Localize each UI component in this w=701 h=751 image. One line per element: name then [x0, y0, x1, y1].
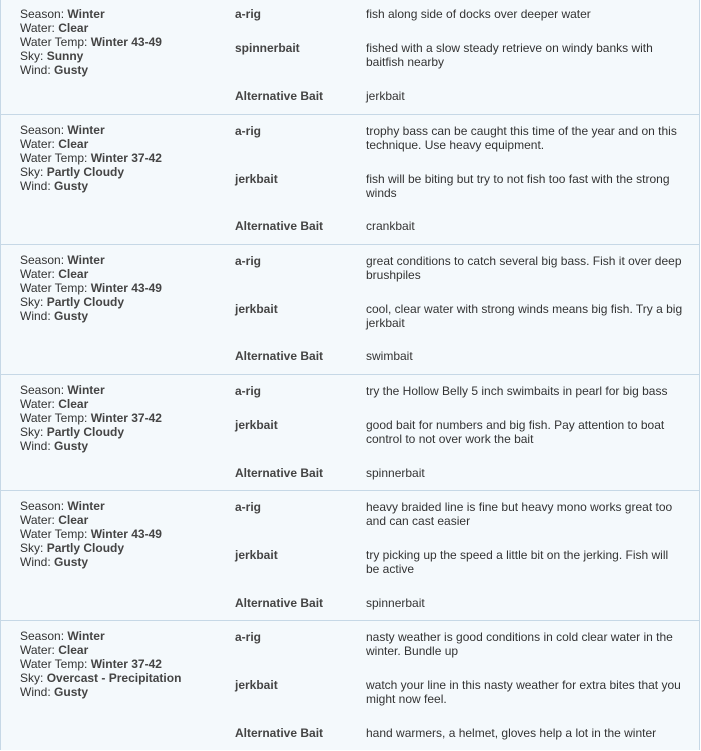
- water-line: Water: Clear: [20, 397, 89, 411]
- water-value: Clear: [58, 21, 89, 35]
- sky-line: Sky: Partly Cloudy: [20, 541, 125, 555]
- water-line: Water: Clear: [20, 267, 89, 281]
- alternative-bait-value: jerkbait: [366, 89, 405, 103]
- wind-line: Wind: Gusty: [20, 309, 89, 323]
- sky-value: Sunny: [46, 49, 84, 63]
- season-value: Winter: [67, 7, 105, 21]
- condition-block: [1, 491, 699, 621]
- water-temp-line: Water Temp: Winter 43-49: [20, 35, 162, 49]
- conditions: [20, 253, 220, 323]
- sky-value: Partly Cloudy: [46, 425, 125, 439]
- primary-bait: a-rig: [235, 254, 262, 268]
- primary-bait: a-rig: [235, 630, 262, 644]
- water-value: Clear: [58, 513, 89, 527]
- conditions: [20, 123, 220, 193]
- condition-block: [1, 245, 699, 375]
- alternative-bait-value: crankbait: [366, 219, 415, 233]
- secondary-bait: jerkbait: [235, 678, 278, 692]
- primary-note: heavy braided line is fine but heavy mono works great too and can cast easier: [366, 500, 673, 528]
- water-value: Clear: [58, 267, 89, 281]
- season-line: Season: Winter: [20, 499, 105, 513]
- water-value: Clear: [58, 137, 89, 151]
- sky-line: Sky: Partly Cloudy: [20, 165, 125, 179]
- water-temp-line: Water Temp: Winter 43-49: [20, 527, 162, 541]
- conditions: [20, 383, 220, 453]
- season-value: Winter: [67, 499, 105, 513]
- water-temp-line: Water Temp: Winter 43-49: [20, 281, 162, 295]
- sky-value: Overcast - Precipitation: [46, 671, 182, 685]
- wind-line: Wind: Gusty: [20, 685, 89, 699]
- secondary-note: fished with a slow steady retrieve on windy banks with baitfish nearby: [366, 41, 653, 69]
- wind-value: Gusty: [54, 685, 89, 699]
- primary-bait: a-rig: [235, 124, 262, 138]
- wind-line: Wind: Gusty: [20, 439, 89, 453]
- alternative-bait-label: Alternative Bait: [235, 219, 324, 233]
- water-line: Water: Clear: [20, 643, 89, 657]
- sky-line: Sky: Overcast - Precipitation: [20, 671, 182, 685]
- secondary-bait: jerkbait: [235, 302, 278, 316]
- season-value: Winter: [67, 629, 105, 643]
- wind-line: Wind: Gusty: [20, 63, 89, 77]
- season-line: Season: Winter: [20, 253, 105, 267]
- secondary-note: try picking up the speed a little bit on the jerking. Fish will be active: [366, 548, 669, 576]
- sky-line: Sky: Partly Cloudy: [20, 425, 125, 439]
- secondary-note: cool, clear water with strong winds means big fish. Try a big jerkbait: [366, 302, 683, 330]
- condition-block: [1, 375, 699, 491]
- secondary-bait: jerkbait: [235, 548, 278, 562]
- water-temp-value: Winter 43-49: [90, 35, 162, 49]
- water-temp-line: Water Temp: Winter 37-42: [20, 151, 162, 165]
- wind-value: Gusty: [54, 555, 89, 569]
- primary-bait: a-rig: [235, 500, 262, 514]
- alternative-bait-value: hand warmers, a helmet, gloves help a lot in the winter: [366, 726, 657, 740]
- water-temp-value: Winter 37-42: [90, 151, 162, 165]
- primary-note: fish along side of docks over deeper water: [366, 7, 591, 21]
- secondary-bait: jerkbait: [235, 418, 278, 432]
- season-line: Season: Winter: [20, 7, 105, 21]
- primary-note: great conditions to catch several big bass. Fish it over deep brushpiles: [366, 254, 682, 282]
- season-line: Season: Winter: [20, 383, 105, 397]
- sky-value: Partly Cloudy: [46, 165, 125, 179]
- primary-note: try the Hollow Belly 5 inch swimbaits in pearl for big bass: [366, 384, 668, 398]
- secondary-note: watch your line in this nasty weather for extra bites that you might now feel.: [366, 678, 681, 706]
- sky-line: Sky: Partly Cloudy: [20, 295, 125, 309]
- season-line: Season: Winter: [20, 123, 105, 137]
- wind-value: Gusty: [54, 439, 89, 453]
- primary-bait: a-rig: [235, 7, 262, 21]
- condition-block: [1, 0, 699, 115]
- water-value: Clear: [58, 397, 89, 411]
- alternative-bait-label: Alternative Bait: [235, 596, 324, 610]
- secondary-bait: spinnerbait: [235, 41, 300, 55]
- wind-line: Wind: Gusty: [20, 179, 89, 193]
- primary-note: trophy bass can be caught this time of the year and on this technique. Use heavy equipment.: [366, 124, 677, 152]
- water-temp-value: Winter 43-49: [90, 527, 162, 541]
- conditions: [20, 629, 220, 699]
- conditions: [20, 7, 220, 77]
- secondary-note: good bait for numbers and big fish. Pay attention to boat control to not over work the bait: [366, 418, 665, 446]
- water-line: Water: Clear: [20, 513, 89, 527]
- wind-value: Gusty: [54, 309, 89, 323]
- water-value: Clear: [58, 643, 89, 657]
- alternative-bait-value: spinnerbait: [366, 466, 425, 480]
- alternative-bait-label: Alternative Bait: [235, 349, 324, 363]
- conditions: [20, 499, 220, 569]
- water-temp-value: Winter 37-42: [90, 657, 162, 671]
- primary-bait: a-rig: [235, 384, 262, 398]
- water-temp-value: Winter 43-49: [90, 281, 162, 295]
- water-line: Water: Clear: [20, 137, 89, 151]
- water-temp-line: Water Temp: Winter 37-42: [20, 411, 162, 425]
- wind-value: Gusty: [54, 179, 89, 193]
- season-line: Season: Winter: [20, 629, 105, 643]
- secondary-note: fish will be biting but try to not fish too fast with the strong winds: [366, 172, 670, 200]
- condition-block: [1, 115, 699, 245]
- sky-value: Partly Cloudy: [46, 295, 125, 309]
- wind-line: Wind: Gusty: [20, 555, 89, 569]
- wind-value: Gusty: [54, 63, 89, 77]
- alternative-bait-label: Alternative Bait: [235, 466, 324, 480]
- water-temp-value: Winter 37-42: [90, 411, 162, 425]
- secondary-bait: jerkbait: [235, 172, 278, 186]
- sky-line: Sky: Sunny: [20, 49, 84, 63]
- water-line: Water: Clear: [20, 21, 89, 35]
- sky-value: Partly Cloudy: [46, 541, 125, 555]
- season-value: Winter: [67, 383, 105, 397]
- condition-block: [1, 621, 699, 751]
- water-temp-line: Water Temp: Winter 37-42: [20, 657, 162, 671]
- season-value: Winter: [67, 253, 105, 267]
- season-value: Winter: [67, 123, 105, 137]
- alternative-bait-value: spinnerbait: [366, 596, 425, 610]
- primary-note: nasty weather is good conditions in cold clear water in the winter. Bundle up: [366, 630, 673, 658]
- alternative-bait-label: Alternative Bait: [235, 89, 324, 103]
- alternative-bait-value: swimbait: [366, 349, 413, 363]
- alternative-bait-label: Alternative Bait: [235, 726, 324, 740]
